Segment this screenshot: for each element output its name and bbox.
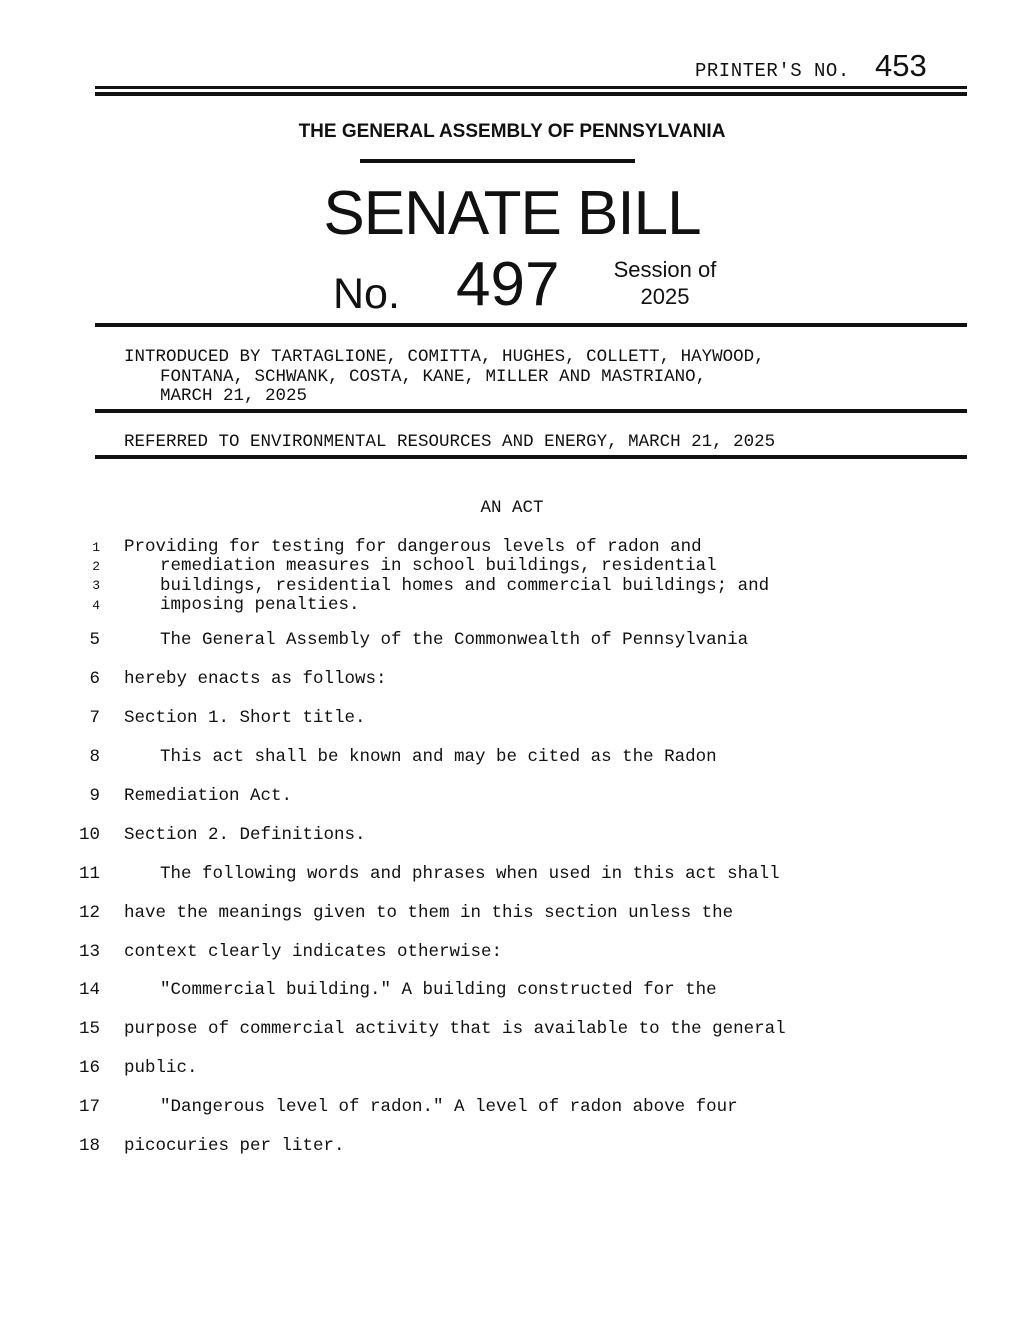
introduced-line-2: FONTANA, SCHWANK, COSTA, KANE, MILLER AND MASTRIANO, [160, 367, 707, 387]
line-number: 13 [78, 942, 100, 962]
line-number: 16 [78, 1058, 100, 1078]
body-line: Remediation Act. [124, 786, 293, 806]
line-number: 12 [78, 903, 100, 923]
section-rule-3 [95, 455, 967, 459]
body-line: "Dangerous level of radon." A level of radon above four [160, 1097, 738, 1117]
session-label: Session of [613, 257, 717, 282]
bill-type-title: SENATE BILL [323, 179, 701, 248]
line-number: 14 [78, 980, 100, 1000]
line-number: 9 [89, 786, 100, 806]
line-number: 7 [89, 708, 100, 728]
assembly-underline [360, 159, 635, 163]
session-block [600, 256, 730, 310]
body-line: context clearly indicates otherwise: [124, 942, 503, 962]
body-line: The following words and phrases when used in this act shall [160, 864, 780, 884]
body-line: public. [124, 1058, 198, 1078]
body-line: hereby enacts as follows: [124, 669, 387, 689]
bill-no-label: No. [333, 270, 400, 318]
header-rule-top-2 [95, 92, 967, 96]
body-line: "Commercial building." A building constructed for the [160, 980, 717, 1000]
body-line: The General Assembly of the Commonwealth of Pennsylvania [160, 630, 749, 650]
line-number: 1 [92, 540, 100, 555]
introduced-line-1: INTRODUCED BY TARTAGLIONE, COMITTA, HUGHES, COLLETT, HAYWOOD, [124, 347, 765, 367]
title-line: remediation measures in school buildings, residential [160, 556, 717, 576]
line-number: 3 [92, 578, 100, 593]
section-heading: Section 2. Definitions. [124, 825, 366, 845]
bill-number: 497 [456, 250, 560, 319]
body-line: picocuries per liter. [124, 1136, 345, 1156]
section-rule-2 [95, 409, 967, 413]
line-number: 10 [78, 825, 100, 845]
section-rule-1 [95, 323, 967, 327]
line-number: 5 [89, 630, 100, 650]
line-number: 17 [78, 1097, 100, 1117]
session-year: 2025 [640, 284, 690, 309]
assembly-title: THE GENERAL ASSEMBLY OF PENNSYLVANIA [298, 121, 726, 142]
section-heading: Section 1. Short title. [124, 708, 366, 728]
line-number: 6 [89, 669, 100, 689]
body-line: have the meanings given to them in this section unless the [124, 903, 734, 923]
header-rule-top [95, 86, 967, 89]
line-number: 2 [92, 559, 100, 574]
line-number: 15 [78, 1019, 100, 1039]
line-number: 4 [92, 598, 100, 613]
printers-number-label: PRINTER'S NO. [695, 60, 850, 82]
line-number: 11 [78, 864, 100, 884]
body-line: This act shall be known and may be cited as the Radon [160, 747, 717, 767]
title-line: Providing for testing for dangerous levels of radon and [124, 537, 702, 557]
line-number: 8 [89, 747, 100, 767]
referred-line: REFERRED TO ENVIRONMENTAL RESOURCES AND ENERGY, MARCH 21, 2025 [124, 432, 776, 452]
body-line: purpose of commercial activity that is available to the general [124, 1019, 786, 1039]
introduced-line-3: MARCH 21, 2025 [160, 386, 308, 406]
title-line: imposing penalties. [160, 595, 360, 615]
printers-number: 453 [875, 48, 927, 83]
line-number: 18 [78, 1136, 100, 1156]
title-line: buildings, residential homes and commercial buildings; and [160, 576, 770, 596]
act-heading: AN ACT [480, 498, 544, 518]
